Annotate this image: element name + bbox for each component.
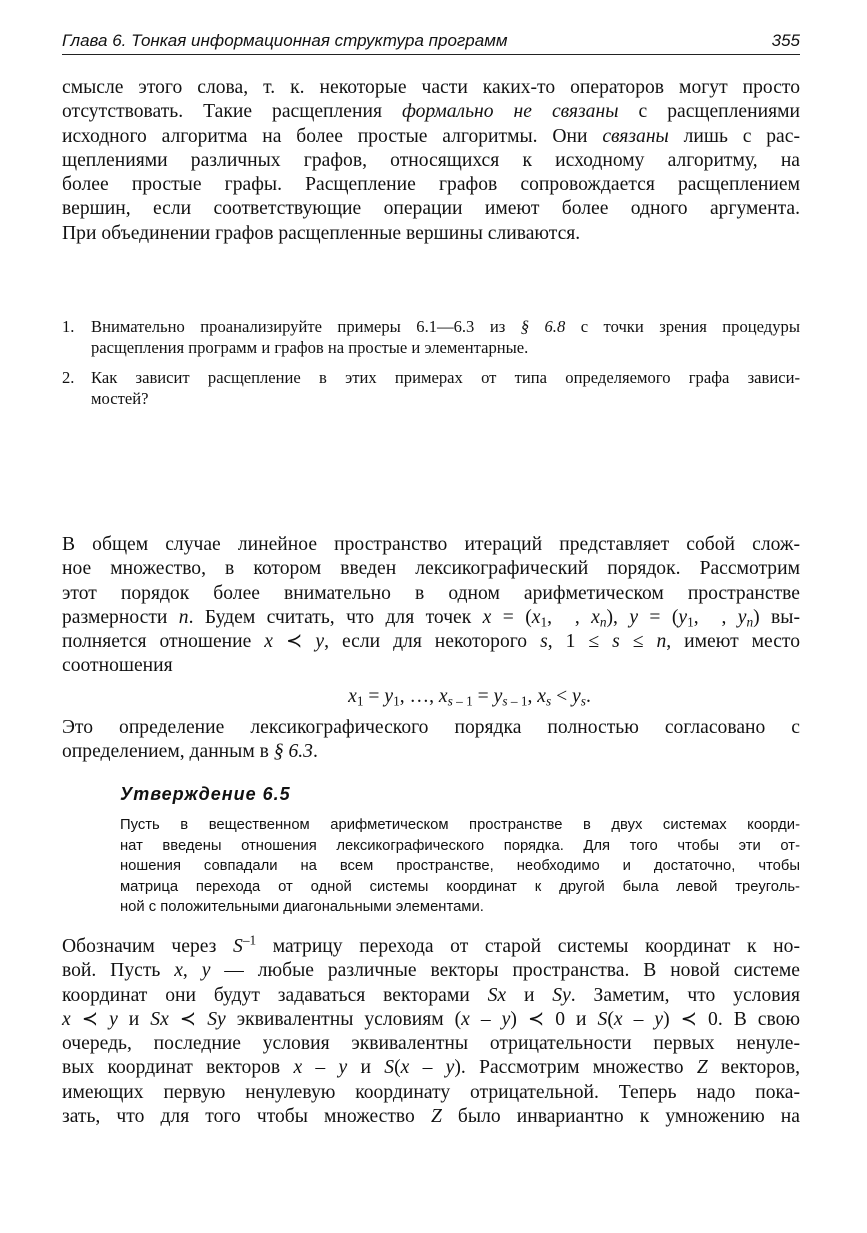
math-matrix-inverse: $S^{-1}$ (233, 932, 257, 957)
display-formula: $x_1 = y_1$, …, $x_{s - 1} = y_{s - 1}$, $x_s < y_s$. (348, 686, 591, 709)
text-line: более простые графы. Расщепление графов сопровождается расщеплением (62, 174, 800, 196)
section-reference: § 6.3 (273, 741, 313, 763)
text-line: координат они будут задаваться векторами Sx и Sy. Заметим, что условия (62, 984, 800, 1006)
text-line: вых координат векторов x – y и S(x – y). Рассмотрим множество Z векторов, (62, 1057, 800, 1079)
running-head (62, 28, 800, 55)
paragraph-definition-consistency (62, 716, 800, 765)
math-equivalent-conditions: (x – y) ≺ 0 и S(x – y) ≺ 0 (454, 1008, 718, 1030)
text-line: ное множество, в котором введен лексикографический порядок. Рассмотрим (62, 558, 800, 580)
text-line: Пусть в вещественном арифметическом пространстве в двух системах коорди- (120, 817, 800, 833)
text-line: вершин, если соответствующие операции имеют более одного аргумента. (62, 198, 800, 220)
text-line: имеющих первую ненулевую координату отрицательной. Теперь надо пока- (62, 1081, 800, 1103)
question-item (62, 368, 800, 409)
emphasis: формально не связаны (401, 101, 619, 123)
text-line: Как зависит расщепление в этих примерах от типа определяемого графа зависи- (91, 368, 800, 388)
math-vectors: x, y (174, 960, 211, 982)
statement-body (120, 815, 800, 918)
text-line: Это определение лексикографического порядка полностью согласовано с (62, 717, 800, 738)
math-var: n (178, 606, 189, 628)
math-relation: x ≺ y (264, 631, 325, 653)
paragraph-splitting (62, 76, 800, 246)
text-line: x ≺ y и Sx ≺ Sy эквивалентны условиям (x – y) ≺ 0 и S(x – y) ≺ 0. В свою (62, 1008, 801, 1030)
chapter-title: Глава 6. Тонкая информационная структура программ (62, 31, 508, 50)
text-line: этот порядок более внимательно в одном арифметическом пространстве (62, 582, 800, 604)
math-condition: s, 1 ≤ s ≤ n (540, 631, 667, 653)
page-number: 355 (771, 31, 800, 50)
section-reference: § 6.8 (520, 317, 566, 336)
text-line: мостей? (91, 388, 149, 408)
math-difference-vectors: x – y и S(x – y) (293, 1057, 461, 1079)
text-line: соотношения (62, 655, 173, 677)
math-set-z: Z (696, 1057, 708, 1079)
text-line: ношения совпадали на всем пространстве, необходимо и достаточно, чтобы (120, 858, 800, 874)
text-line: матрица перехода от одной системы координат к другой была левой треуголь- (120, 878, 800, 895)
text-line: очередь, последние условия эквивалентны отрицательности первых ненуле- (62, 1033, 800, 1055)
text-line: размерности n. Будем считать, что для точек $x = (x_1$, , $x_n$), $y = (y_1$, , $y_n$) вы- (62, 606, 800, 630)
text-line: полняется отношение x ≺ y, если для некоторого s, 1 ≤ s ≤ n, имеют место (62, 631, 800, 653)
text-line: При объединении графов расщепленные вершины сливаются. (62, 222, 581, 244)
statement-title: Утверждение 6.5 (120, 784, 291, 804)
math-set-z: Z (430, 1106, 442, 1128)
text-line: определением, данным в § 6.3. (62, 741, 318, 763)
paragraph-lexicographic-order (62, 533, 800, 679)
text-line: исходного алгоритма на более простые алгоритмы. Они связаны лишь с рас- (62, 125, 800, 147)
emphasis: связаны (602, 125, 669, 147)
text-line: смысле этого слова, т. к. некоторые части каких-то операторов могут просто (62, 77, 800, 98)
question-number: 2. (62, 368, 75, 388)
text-line: ной с положительными диагональными элементами. (120, 899, 484, 915)
math-conditions: x ≺ y и Sx ≺ Sy (62, 1008, 226, 1030)
text-line: зать, что для того чтобы множество Z было инвариантно к умножению на (62, 1106, 800, 1128)
text-line: Обозначим через $S^{-1}$ матрицу перехода от старой системы координат к но- (62, 932, 800, 957)
text-line: расщепления программ и графов на простые и элементарные. (91, 337, 529, 357)
text-line: Внимательно проанализируйте примеры 6.1—6.3 из § 6.8 с точки зрения процедуры (91, 317, 800, 336)
paragraph-transition-matrix (62, 932, 801, 1129)
math-transformed-vectors: Sx и Sy (487, 984, 571, 1006)
text-line: вой. Пусть x, y — любые различные векторы пространства. В новой системе (62, 960, 800, 982)
math-points: $x = (x_1$, , $x_n$), $y = (y_1$, , $y_n$) (482, 606, 760, 630)
text-line: нат введены отношения лексикографического порядка. Для того чтобы эти от- (120, 837, 800, 854)
question-item (62, 317, 800, 358)
text-line: отсутствовать. Такие расщепления формально не связаны с расщеплениями (62, 101, 801, 123)
question-number: 1. (62, 317, 75, 336)
text-line: щеплениями различных графов, относящихся к исходному алгоритму, на (62, 149, 800, 171)
questions-list (62, 317, 800, 419)
text-line: В общем случае линейное пространство итераций представляет собой слож- (62, 534, 800, 555)
